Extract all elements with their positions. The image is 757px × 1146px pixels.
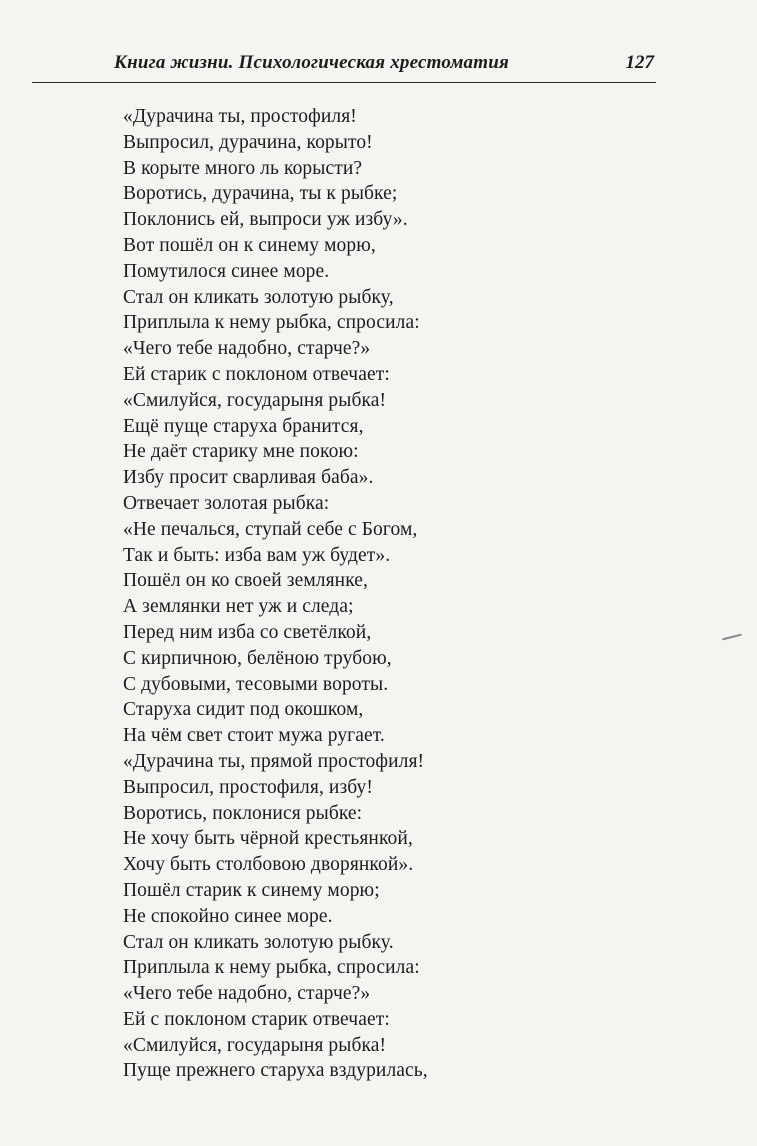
poem-line: С дубовыми, тесовыми вороты. bbox=[123, 673, 389, 695]
poem-line: Воротись, дурачина, ты к рыбке; bbox=[123, 183, 398, 205]
poem-line: Не спокойно синее море. bbox=[123, 905, 333, 927]
poem-line: Не хочу быть чёрной крестьянкой, bbox=[123, 828, 413, 850]
poem-line: Не даёт старику мне покою: bbox=[123, 441, 359, 463]
poem-line: Пошёл он ко своей землянке, bbox=[123, 570, 369, 592]
running-title: Книга жизни. Психологическая хрестоматия bbox=[114, 52, 509, 73]
poem-line: «Чего тебе надобно, старче?» bbox=[123, 338, 371, 360]
poem-text bbox=[123, 104, 428, 1084]
poem-line: Поклонись ей, выпроси уж избу». bbox=[123, 209, 408, 231]
stray-ink-mark bbox=[722, 634, 742, 641]
page-number: 127 bbox=[625, 52, 654, 73]
poem-line: Выпросил, простофиля, избу! bbox=[123, 776, 373, 798]
poem-line: Приплыла к нему рыбка, спросила: bbox=[123, 957, 420, 979]
poem-line: «Дурачина ты, прямой простофиля! bbox=[123, 750, 425, 772]
poem-line: Приплыла к нему рыбка, спросила: bbox=[123, 312, 420, 334]
poem-line: Так и быть: изба вам уж будет». bbox=[123, 544, 391, 566]
poem-line: В корыте много ль корысти? bbox=[123, 157, 363, 179]
poem-line: «Дурачина ты, простофиля! bbox=[123, 106, 357, 127]
poem-line: «Чего тебе надобно, старче?» bbox=[123, 983, 371, 1005]
poem-line: Стал он кликать золотую рыбку, bbox=[123, 286, 394, 308]
poem-line: Ей с поклоном старик отвечает: bbox=[123, 1008, 390, 1030]
poem-line: «Смилуйся, государыня рыбка! bbox=[123, 389, 387, 411]
poem-line: С кирпичною, белёною трубою, bbox=[123, 647, 392, 669]
poem-line: Воротись, поклонися рыбке: bbox=[123, 802, 363, 824]
poem-line: «Смилуйся, государыня рыбка! bbox=[123, 1034, 387, 1056]
poem-line: Вот пошёл он к синему морю, bbox=[123, 234, 376, 256]
poem-line: Старуха сидит под окошком, bbox=[123, 699, 364, 721]
poem-line: Избу просит сварливая баба». bbox=[123, 467, 374, 489]
poem-line: На чём свет стоит мужа ругает. bbox=[123, 725, 385, 747]
poem-line: «Не печалься, ступай себе с Богом, bbox=[123, 518, 418, 540]
poem-line: А землянки нет уж и следа; bbox=[123, 596, 354, 618]
poem-line: Выпросил, дурачина, корыто! bbox=[123, 131, 373, 153]
poem-line: Помутилося синее море. bbox=[123, 260, 330, 282]
poem-line: Пошёл старик к синему морю; bbox=[123, 879, 380, 901]
poem-line: Стал он кликать золотую рыбку. bbox=[123, 931, 394, 953]
running-header bbox=[32, 50, 656, 83]
poem-line: Перед ним изба со светёлкой, bbox=[123, 621, 372, 643]
poem-line: Отвечает золотая рыбка: bbox=[123, 492, 330, 514]
poem-line: Пуще прежнего старуха вздурилась, bbox=[123, 1060, 428, 1082]
poem-line: Хочу быть столбовою дворянкой». bbox=[123, 854, 414, 876]
poem-line: Ей старик с поклоном отвечает: bbox=[123, 363, 390, 385]
poem-line: Ещё пуще старуха бранится, bbox=[123, 415, 364, 437]
